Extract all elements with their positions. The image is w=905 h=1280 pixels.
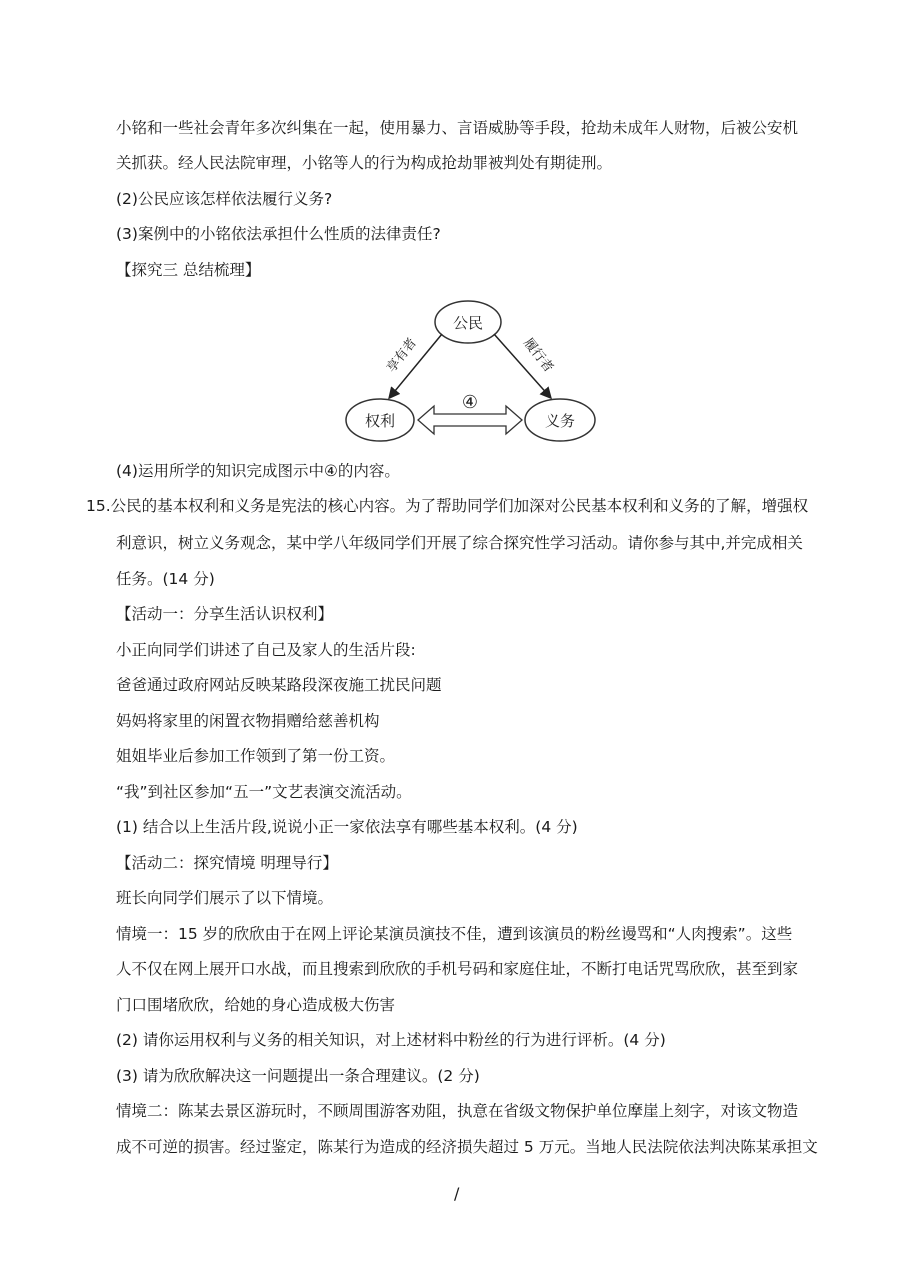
text-line: 情境二：陈某去景区游玩时，不顾周围游客劝阻，执意在省级文物保护单位摩崖上刻字，对该文物造 xyxy=(116,1102,799,1120)
text-line: 情境一：15 岁的欣欣由于在网上评论某演员演技不佳，遭到该演员的粉丝谩骂和“人肉搜索”。这些 xyxy=(116,925,793,943)
question-3: (3)案例中的小铭依法承担什么性质的法律责任? xyxy=(116,225,441,243)
right-edge-label: 履行者 xyxy=(520,335,556,376)
question-4: (4)运用所学的知识完成图示中④的内容。 xyxy=(116,462,400,480)
question-1: (1) 结合以上生活片段,说说小正一家依法享有哪些基本权利。(4 分) xyxy=(116,818,578,836)
text-line: 成不可逆的损害。经过鉴定，陈某行为造成的经济损失超过 5 万元。当地人民法院依法判决陈某承担文 xyxy=(116,1138,818,1156)
question-3b: (3) 请为欣欣解决这一问题提出一条合理建议。(2 分) xyxy=(116,1067,480,1085)
text-line: 妈妈将家里的闲置衣物捐赠给慈善机构 xyxy=(116,712,380,730)
text-line: 姐姐毕业后参加工作领到了第一份工资。 xyxy=(116,747,396,765)
text-line: 小铭和一些社会青年多次纠集在一起，使用暴力、言语威胁等手段，抢劫未成年人财物，后被公安机 xyxy=(116,119,799,137)
text-line: 班长向同学们展示了以下情境。 xyxy=(116,889,334,907)
text-line: 爸爸通过政府网站反映某路段深夜施工扰民问题 xyxy=(116,676,442,694)
duties-label: 义务 xyxy=(544,412,576,430)
question-2: (2)公民应该怎样依法履行义务? xyxy=(116,190,333,208)
circled-four: ④ xyxy=(461,392,479,413)
text-line: 利意识，树立义务观念，某中学八年级同学们开展了综合探究性学习活动。请你参与其中,并完成相关 xyxy=(116,534,803,552)
text-line: 关抓获。经人民法院审理，小铭等人的行为构成抢劫罪被判处有期徒刑。 xyxy=(116,154,613,172)
left-edge-label: 享有者 xyxy=(384,335,420,376)
text-line: “我”到社区参加“五一”文艺表演交流活动。 xyxy=(116,783,412,801)
section-heading: 【探究三 总结梳理】 xyxy=(116,261,261,279)
question-15-intro: 15.公民的基本权利和义务是宪法的核心内容。为了帮助同学们加深对公民基本权利和义务的了解，增强权 xyxy=(86,497,809,515)
text-line: 小正向同学们讲述了自己及家人的生活片段: xyxy=(116,641,416,659)
text-line: 人不仅在网上展开口水战，而且搜索到欣欣的手机号码和家庭住址，不断打电话咒骂欣欣，甚至到家 xyxy=(116,960,799,978)
activity-2-heading: 【活动二：探究情境 明理导行】 xyxy=(116,854,338,872)
question-2b: (2) 请你运用权利与义务的相关知识，对上述材料中粉丝的行为进行评析。(4 分) xyxy=(116,1031,666,1049)
rights-label: 权利 xyxy=(364,412,396,430)
page-footer: / xyxy=(454,1184,460,1203)
text-line: 门口围堵欣欣，给她的身心造成极大伤害 xyxy=(116,996,396,1014)
citizen-label: 公民 xyxy=(452,314,484,332)
text-line: 任务。(14 分) xyxy=(116,570,215,588)
activity-1-heading: 【活动一：分享生活认识权利】 xyxy=(116,605,334,623)
rights-duties-diagram xyxy=(330,292,610,450)
